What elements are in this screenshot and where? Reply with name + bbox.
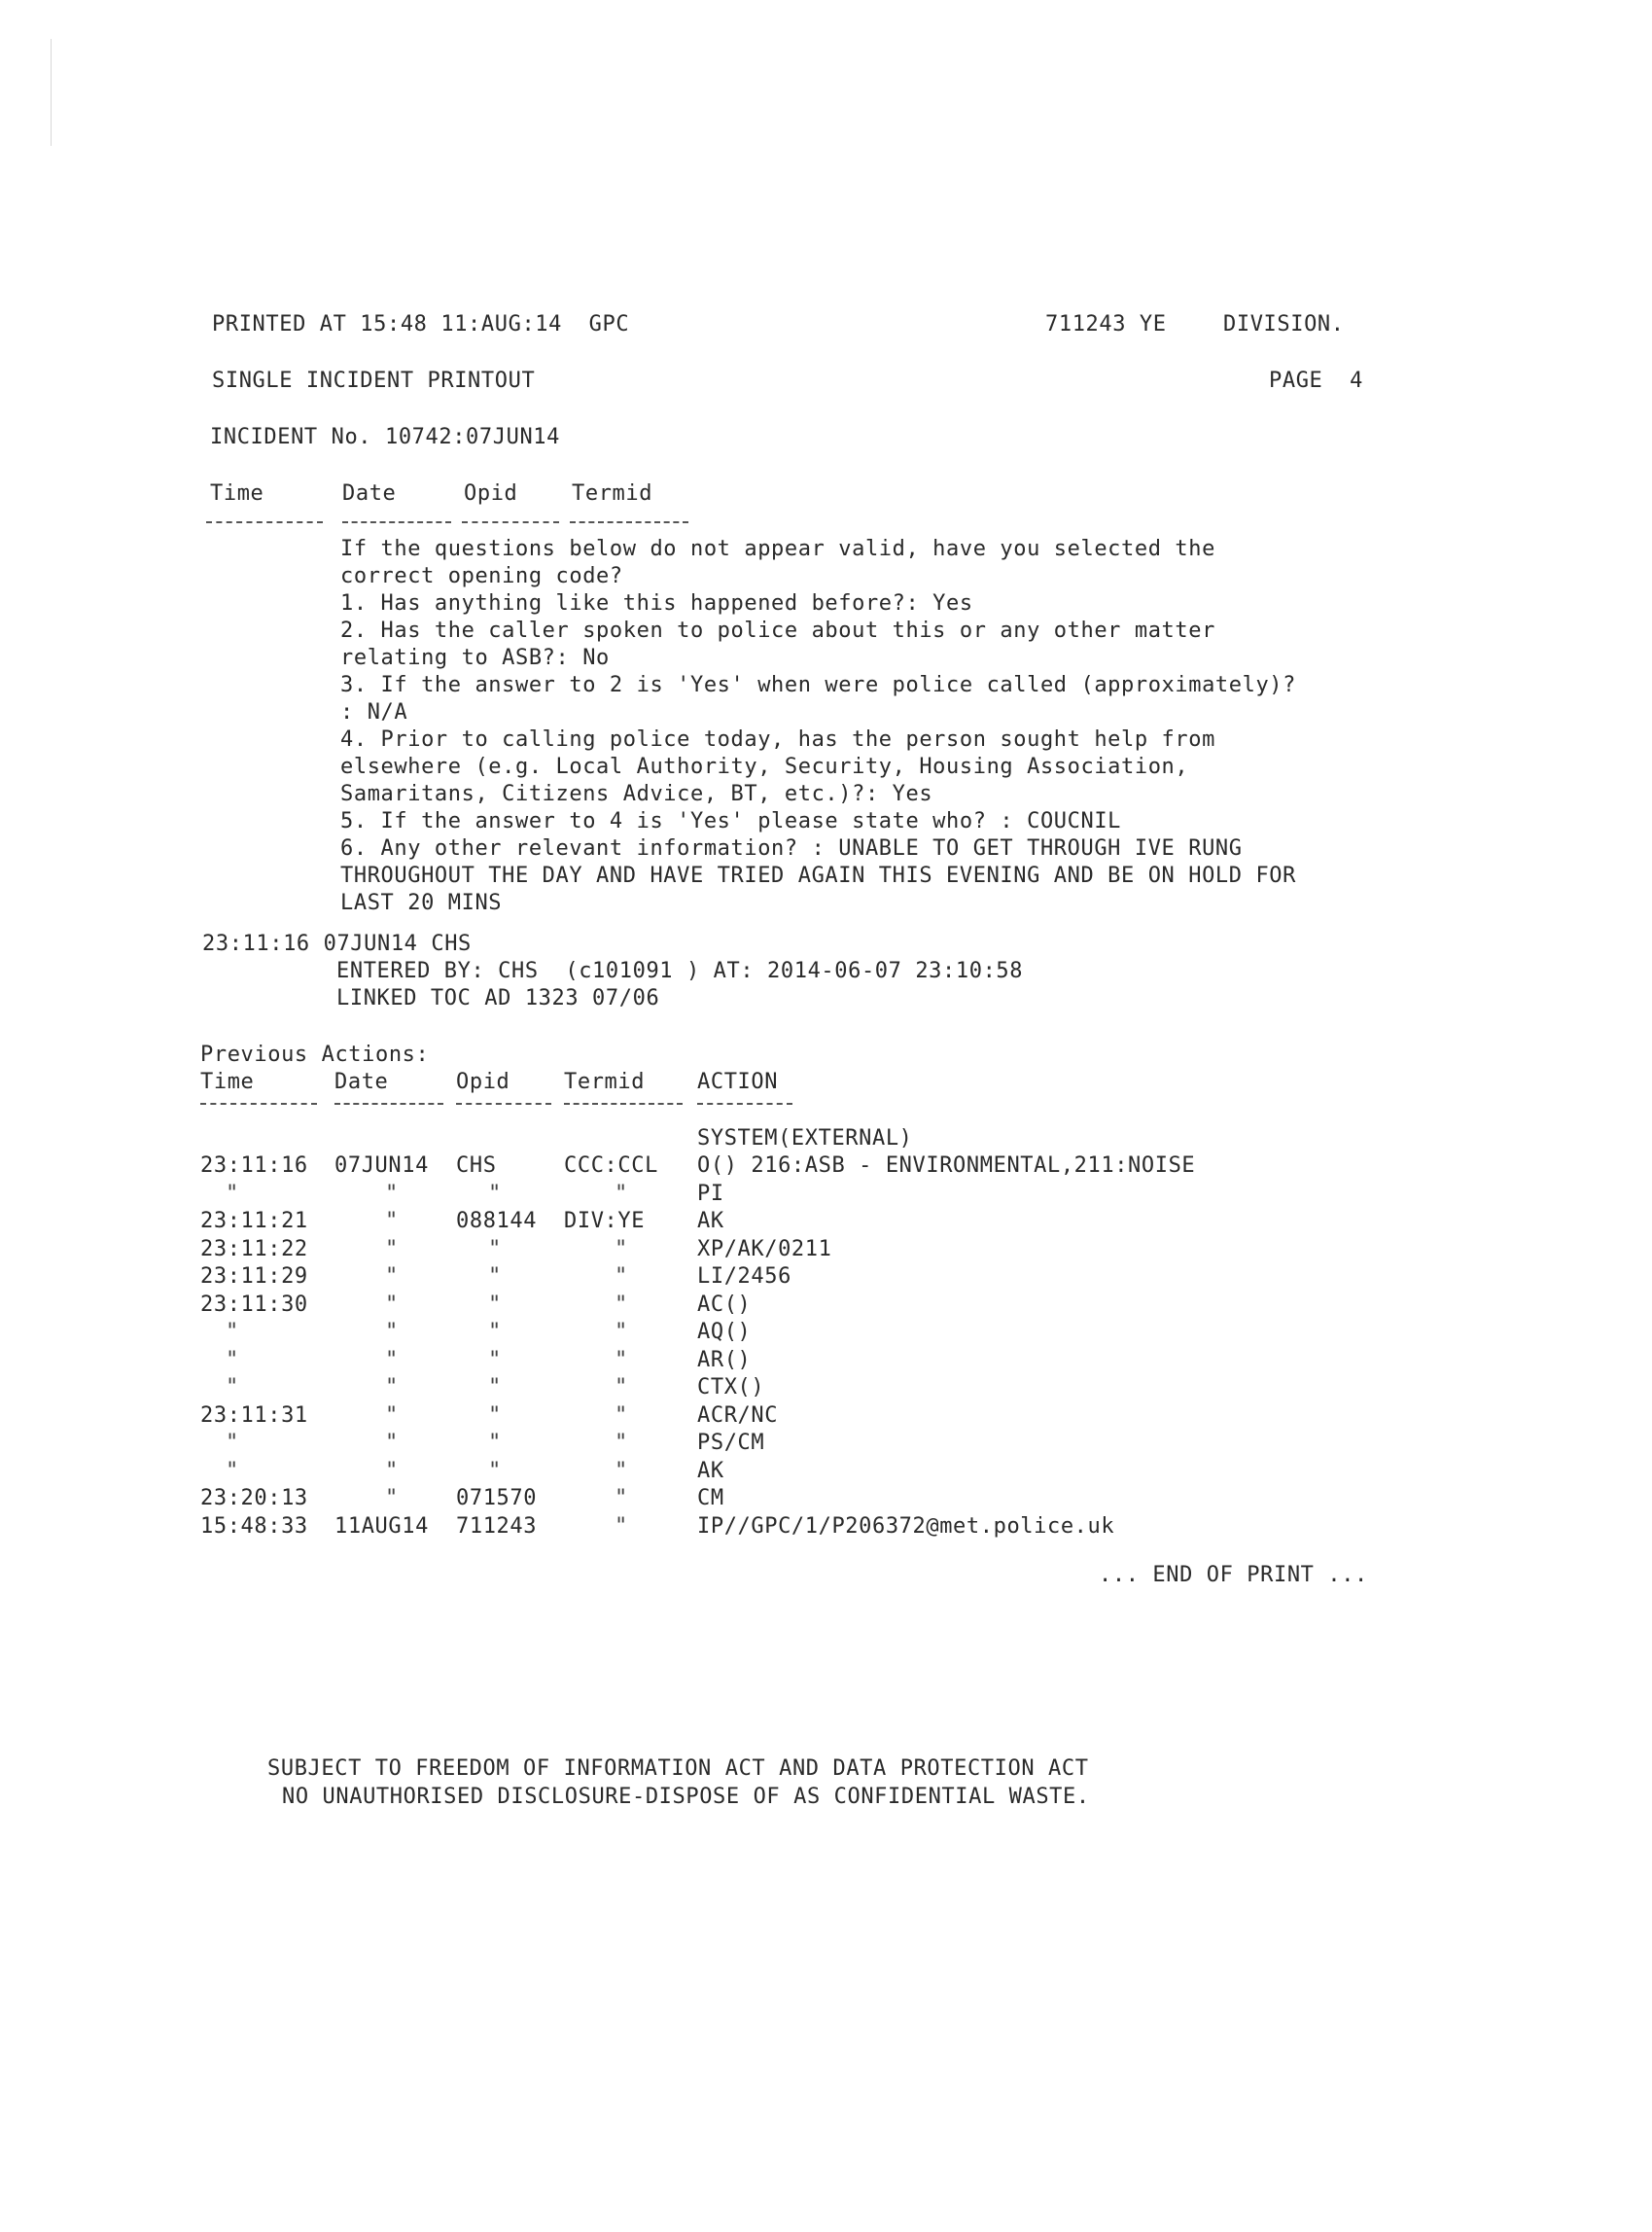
table-row xyxy=(0,1458,1652,1486)
col-underline-time xyxy=(206,521,323,523)
cell-opid: CHS xyxy=(456,1153,497,1178)
cell-opid: " xyxy=(488,1431,502,1455)
cell-time: 23:11:29 xyxy=(200,1264,308,1289)
entry-line: Samaritans, Citizens Advice, BT, etc.)?: Yes xyxy=(340,782,933,806)
entry-line: 2. Has the caller spoken to police about this or any other matter xyxy=(340,619,1215,643)
cell-termid: " xyxy=(615,1320,628,1344)
pa-underline-date xyxy=(334,1103,443,1105)
cell-action: XP/AK/0211 xyxy=(697,1236,832,1261)
table-row xyxy=(0,1485,1652,1513)
cell-date: " xyxy=(385,1375,399,1399)
cell-date: " xyxy=(385,1209,399,1233)
table-row xyxy=(0,1374,1652,1402)
entry-line: elsewhere (e.g. Local Authority, Security, Housing Association, xyxy=(340,755,1189,779)
cell-action: PS/CM xyxy=(697,1431,765,1455)
cell-date: " xyxy=(385,1486,399,1510)
cell-termid: " xyxy=(615,1264,628,1289)
cell-action: AK xyxy=(697,1209,724,1233)
cell-date: " xyxy=(385,1181,399,1206)
cell-date: " xyxy=(385,1264,399,1289)
cell-time: 23:11:31 xyxy=(200,1402,308,1428)
cell-termid: " xyxy=(615,1402,628,1428)
col-termid: Termid xyxy=(572,481,653,506)
table-row xyxy=(0,1263,1652,1292)
cell-opid: " xyxy=(488,1347,502,1372)
footer-line-2: NO UNAUTHORISED DISCLOSURE-DISPOSE OF AS CONFIDENTIAL WASTE. xyxy=(282,1785,1090,1809)
table-row xyxy=(0,1402,1652,1431)
cell-date: " xyxy=(385,1292,399,1317)
cell-time: 23:11:30 xyxy=(200,1292,308,1317)
pa-underline-time xyxy=(200,1103,317,1105)
cell-opid: " xyxy=(488,1402,502,1428)
table-row xyxy=(0,1319,1652,1347)
cell-time: 23:20:13 xyxy=(200,1486,308,1510)
entry-line: 6. Any other relevant information? : UNABLE TO GET THROUGH IVE RUNG xyxy=(340,836,1243,861)
cell-time: 23:11:21 xyxy=(200,1209,308,1233)
entry-line: 1. Has anything like this happened before?: Yes xyxy=(340,591,973,616)
division-label: DIVISION. xyxy=(1223,312,1345,337)
right-id: 711243 YE xyxy=(1045,312,1167,337)
cell-date: " xyxy=(385,1458,399,1483)
cell-date: 11AUG14 xyxy=(334,1513,429,1539)
cell-opid: 071570 xyxy=(456,1486,538,1510)
table-row xyxy=(0,1152,1652,1181)
cell-opid: " xyxy=(488,1292,502,1317)
pa-col-termid: Termid xyxy=(564,1070,646,1094)
cell-opid: " xyxy=(488,1181,502,1206)
table-row xyxy=(0,1236,1652,1264)
cell-time: " xyxy=(226,1320,239,1344)
table-row xyxy=(0,1181,1652,1209)
entry-stamp: 23:11:16 07JUN14 CHS xyxy=(202,932,472,956)
cell-termid: CCC:CCL xyxy=(564,1153,658,1178)
col-underline-termid xyxy=(570,521,688,523)
entry-line: correct opening code? xyxy=(340,564,623,588)
cell-action: PI xyxy=(697,1181,724,1206)
cell-termid: " xyxy=(615,1486,628,1510)
cell-termid: " xyxy=(615,1458,628,1483)
cell-opid: " xyxy=(488,1236,502,1261)
cell-opid: " xyxy=(488,1264,502,1289)
entry-line: relating to ASB?: No xyxy=(340,646,610,670)
pa-col-action: ACTION xyxy=(697,1070,779,1094)
entry-text xyxy=(340,536,1296,917)
cell-action: ACR/NC xyxy=(697,1402,779,1428)
entry-line: 5. If the answer to 4 is 'Yes' please state who? : COUCNIL xyxy=(340,809,1122,833)
table-row xyxy=(0,1292,1652,1320)
entry-line: If the questions below do not appear valid, have you selected the xyxy=(340,537,1215,561)
incident-number: INCIDENT No. 10742:07JUN14 xyxy=(210,425,560,449)
cell-date: " xyxy=(385,1347,399,1372)
cell-date: " xyxy=(385,1320,399,1344)
scan-artifact xyxy=(51,39,52,146)
linked-toc: LINKED TOC AD 1323 07/06 xyxy=(336,986,660,1010)
previous-actions-title: Previous Actions: xyxy=(200,1043,430,1067)
pa-col-time: Time xyxy=(200,1070,255,1094)
pa-underline-opid xyxy=(456,1103,551,1105)
col-date: Date xyxy=(342,481,397,506)
cell-action: AQ() xyxy=(697,1320,752,1344)
cell-date: 07JUN14 xyxy=(334,1153,429,1178)
entry-line: THROUGHOUT THE DAY AND HAVE TRIED AGAIN THIS EVENING AND BE ON HOLD FOR xyxy=(340,864,1297,888)
cell-time: " xyxy=(226,1375,239,1399)
cell-time: " xyxy=(226,1181,239,1206)
cell-time: 23:11:22 xyxy=(200,1236,308,1261)
cell-opid: 711243 xyxy=(456,1513,538,1539)
cell-termid: " xyxy=(615,1292,628,1317)
cell-action: CM xyxy=(697,1486,724,1510)
entry-line: 3. If the answer to 2 is 'Yes' when were police called (approximately)? xyxy=(340,673,1297,697)
cell-opid: " xyxy=(488,1320,502,1344)
col-underline-opid xyxy=(462,521,559,523)
cell-action: IP//GPC/1/P206372@met.police.uk xyxy=(697,1513,1115,1539)
table-row xyxy=(0,1208,1652,1236)
cell-time: " xyxy=(226,1431,239,1455)
cell-action: AC() xyxy=(697,1292,752,1317)
cell-action: O() 216:ASB - ENVIRONMENTAL,211:NOISE xyxy=(697,1153,1196,1178)
end-of-print: ... END OF PRINT ... xyxy=(1099,1563,1368,1587)
table-row xyxy=(0,1430,1652,1458)
cell-action: AR() xyxy=(697,1347,752,1372)
cell-termid: DIV:YE xyxy=(564,1209,646,1233)
cell-termid: " xyxy=(615,1236,628,1261)
cell-action: LI/2456 xyxy=(697,1264,791,1289)
cell-action: CTX() xyxy=(697,1375,765,1399)
footer-line-1: SUBJECT TO FREEDOM OF INFORMATION ACT AND DATA PROTECTION ACT xyxy=(267,1756,1089,1781)
table-row xyxy=(0,1513,1652,1541)
pa-col-opid: Opid xyxy=(456,1070,510,1094)
entry-line: 4. Prior to calling police today, has the person sought help from xyxy=(340,727,1215,752)
cell-termid: " xyxy=(615,1375,628,1399)
cell-action: AK xyxy=(697,1458,724,1483)
cell-termid: " xyxy=(615,1431,628,1455)
page-number: PAGE 4 xyxy=(1269,369,1363,393)
cell-time: " xyxy=(226,1458,239,1483)
cell-termid: " xyxy=(615,1181,628,1206)
cell-opid: " xyxy=(488,1458,502,1483)
system-external: SYSTEM(EXTERNAL) xyxy=(697,1126,913,1151)
col-time: Time xyxy=(210,481,264,506)
table-row xyxy=(0,1347,1652,1375)
cell-termid: " xyxy=(615,1513,628,1539)
document-title: SINGLE INCIDENT PRINTOUT xyxy=(212,369,536,393)
cell-time: " xyxy=(226,1347,239,1372)
col-opid: Opid xyxy=(464,481,518,506)
printed-at: PRINTED AT 15:48 11:AUG:14 GPC xyxy=(212,312,630,337)
cell-time: 15:48:33 xyxy=(200,1513,308,1539)
col-underline-date xyxy=(342,521,451,523)
pa-underline-action xyxy=(697,1103,792,1105)
cell-opid: " xyxy=(488,1375,502,1399)
cell-time: 23:11:16 xyxy=(200,1153,308,1178)
entry-line: LAST 20 MINS xyxy=(340,891,503,915)
cell-date: " xyxy=(385,1431,399,1455)
pa-underline-termid xyxy=(564,1103,683,1105)
cell-opid: 088144 xyxy=(456,1209,538,1233)
pa-col-date: Date xyxy=(334,1070,389,1094)
entry-line: : N/A xyxy=(340,700,408,725)
entered-by: ENTERED BY: CHS (c101091 ) AT: 2014-06-07 23:10:58 xyxy=(336,959,1024,983)
cell-termid: " xyxy=(615,1347,628,1372)
cell-date: " xyxy=(385,1236,399,1261)
cell-date: " xyxy=(385,1402,399,1428)
